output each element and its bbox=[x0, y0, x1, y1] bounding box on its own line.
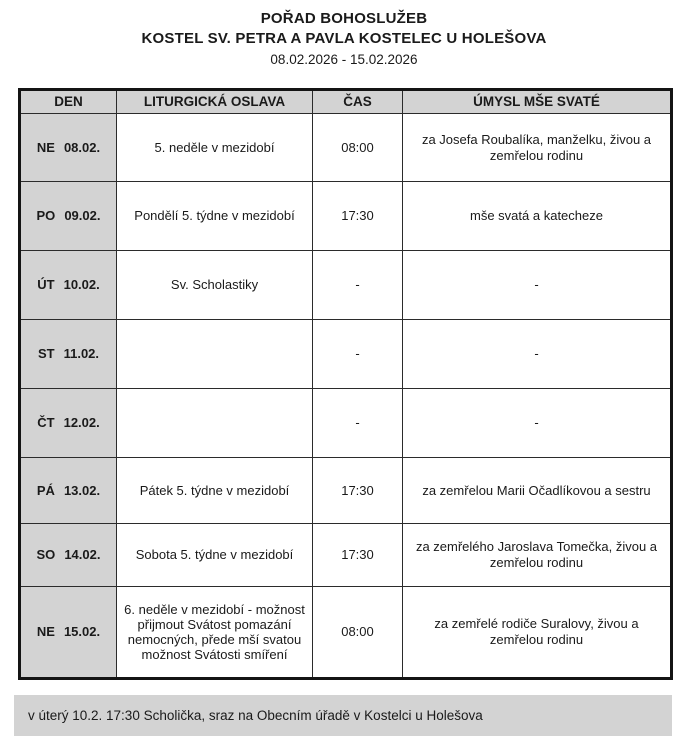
day-date: 09.02. bbox=[64, 208, 101, 223]
intention-cell: - bbox=[403, 389, 672, 458]
day-abbreviation: ST bbox=[37, 346, 55, 361]
table-row bbox=[20, 458, 672, 524]
table-row bbox=[20, 524, 672, 587]
day-abbreviation: NE bbox=[36, 139, 55, 155]
page-title: POŘAD BOHOSLUŽEB bbox=[260, 10, 428, 27]
intention-cell: za Josefa Roubalíka, manželku, živou a zemřelou rodinu bbox=[403, 114, 672, 182]
celebration-cell: 5. neděle v mezidobí bbox=[117, 114, 313, 182]
day-abbreviation: PO bbox=[36, 208, 56, 223]
time-cell: 08:00 bbox=[313, 114, 403, 182]
day-cell bbox=[20, 524, 117, 587]
intention-cell: - bbox=[403, 251, 672, 320]
table-row bbox=[20, 114, 672, 182]
intention-cell: mše svatá a katecheze bbox=[403, 182, 672, 251]
celebration-cell: 6. neděle v mezidobí - možnost přijmout Svátost pomazání nemocných, přede mší svatou možnost Svátosti smíření bbox=[117, 587, 313, 679]
celebration-cell: Pondělí 5. týdne v mezidobí bbox=[117, 182, 313, 251]
day-abbreviation: ČT bbox=[37, 415, 55, 430]
time-cell: 17:30 bbox=[313, 524, 403, 587]
schedule-table bbox=[18, 88, 673, 680]
celebration-cell bbox=[117, 389, 313, 458]
time-cell: 17:30 bbox=[313, 458, 403, 524]
celebration-cell: Pátek 5. týdne v mezidobí bbox=[117, 458, 313, 524]
footer-note-text: v úterý 10.2. 17:30 Scholička, sraz na Obecním úřadě v Kostelci u Holešova bbox=[28, 708, 483, 723]
day-date: 12.02. bbox=[63, 415, 100, 430]
church-name: KOSTEL SV. PETRA A PAVLA KOSTELEC U HOLEŠOVA bbox=[141, 30, 547, 47]
day-abbreviation: PÁ bbox=[36, 482, 55, 498]
document-header bbox=[0, 0, 688, 71]
day-cell bbox=[20, 182, 117, 251]
time-cell: 08:00 bbox=[313, 587, 403, 679]
time-cell: - bbox=[313, 251, 403, 320]
table-header bbox=[20, 90, 672, 114]
table-row bbox=[20, 389, 672, 458]
table-row bbox=[20, 182, 672, 251]
table-row bbox=[20, 587, 672, 679]
date-range: 08.02.2026 - 15.02.2026 bbox=[270, 52, 418, 67]
table-row bbox=[20, 251, 672, 320]
day-date: 08.02. bbox=[63, 139, 101, 155]
celebration-cell: Sobota 5. týdne v mezidobí bbox=[117, 524, 313, 587]
intention-cell: za zemřelého Jaroslava Tomečka, živou a zemřelou rodinu bbox=[403, 524, 672, 587]
celebration-cell bbox=[117, 320, 313, 389]
day-date: 10.02. bbox=[63, 277, 100, 292]
column-header-intention: ÚMYSL MŠE SVATÉ bbox=[403, 90, 672, 114]
day-abbreviation: ÚT bbox=[37, 277, 55, 292]
day-date: 11.02. bbox=[63, 346, 100, 361]
table-row bbox=[20, 320, 672, 389]
day-cell bbox=[20, 458, 117, 524]
column-header-celebration: LITURGICKÁ OSLAVA bbox=[117, 90, 313, 114]
day-date: 14.02. bbox=[64, 547, 101, 562]
day-cell bbox=[20, 389, 117, 458]
day-date: 15.02. bbox=[63, 624, 101, 639]
day-cell bbox=[20, 251, 117, 320]
day-date: 13.02. bbox=[63, 482, 101, 498]
time-cell: - bbox=[313, 389, 403, 458]
schedule-body bbox=[20, 114, 672, 679]
day-abbreviation: SO bbox=[36, 547, 56, 562]
column-header-time: ČAS bbox=[313, 90, 403, 114]
header-row bbox=[20, 90, 672, 114]
time-cell: 17:30 bbox=[313, 182, 403, 251]
time-cell: - bbox=[313, 320, 403, 389]
day-cell bbox=[20, 114, 117, 182]
day-abbreviation: NE bbox=[36, 624, 55, 639]
day-cell bbox=[20, 320, 117, 389]
intention-cell: za zemřelé rodiče Suralovy, živou a zemřelou rodinu bbox=[403, 587, 672, 679]
column-header-day: DEN bbox=[20, 90, 117, 114]
intention-cell: - bbox=[403, 320, 672, 389]
intention-cell: za zemřelou Marii Očadlíkovou a sestru bbox=[403, 458, 672, 524]
day-cell bbox=[20, 587, 117, 679]
celebration-cell: Sv. Scholastiky bbox=[117, 251, 313, 320]
footer-note bbox=[14, 695, 672, 736]
